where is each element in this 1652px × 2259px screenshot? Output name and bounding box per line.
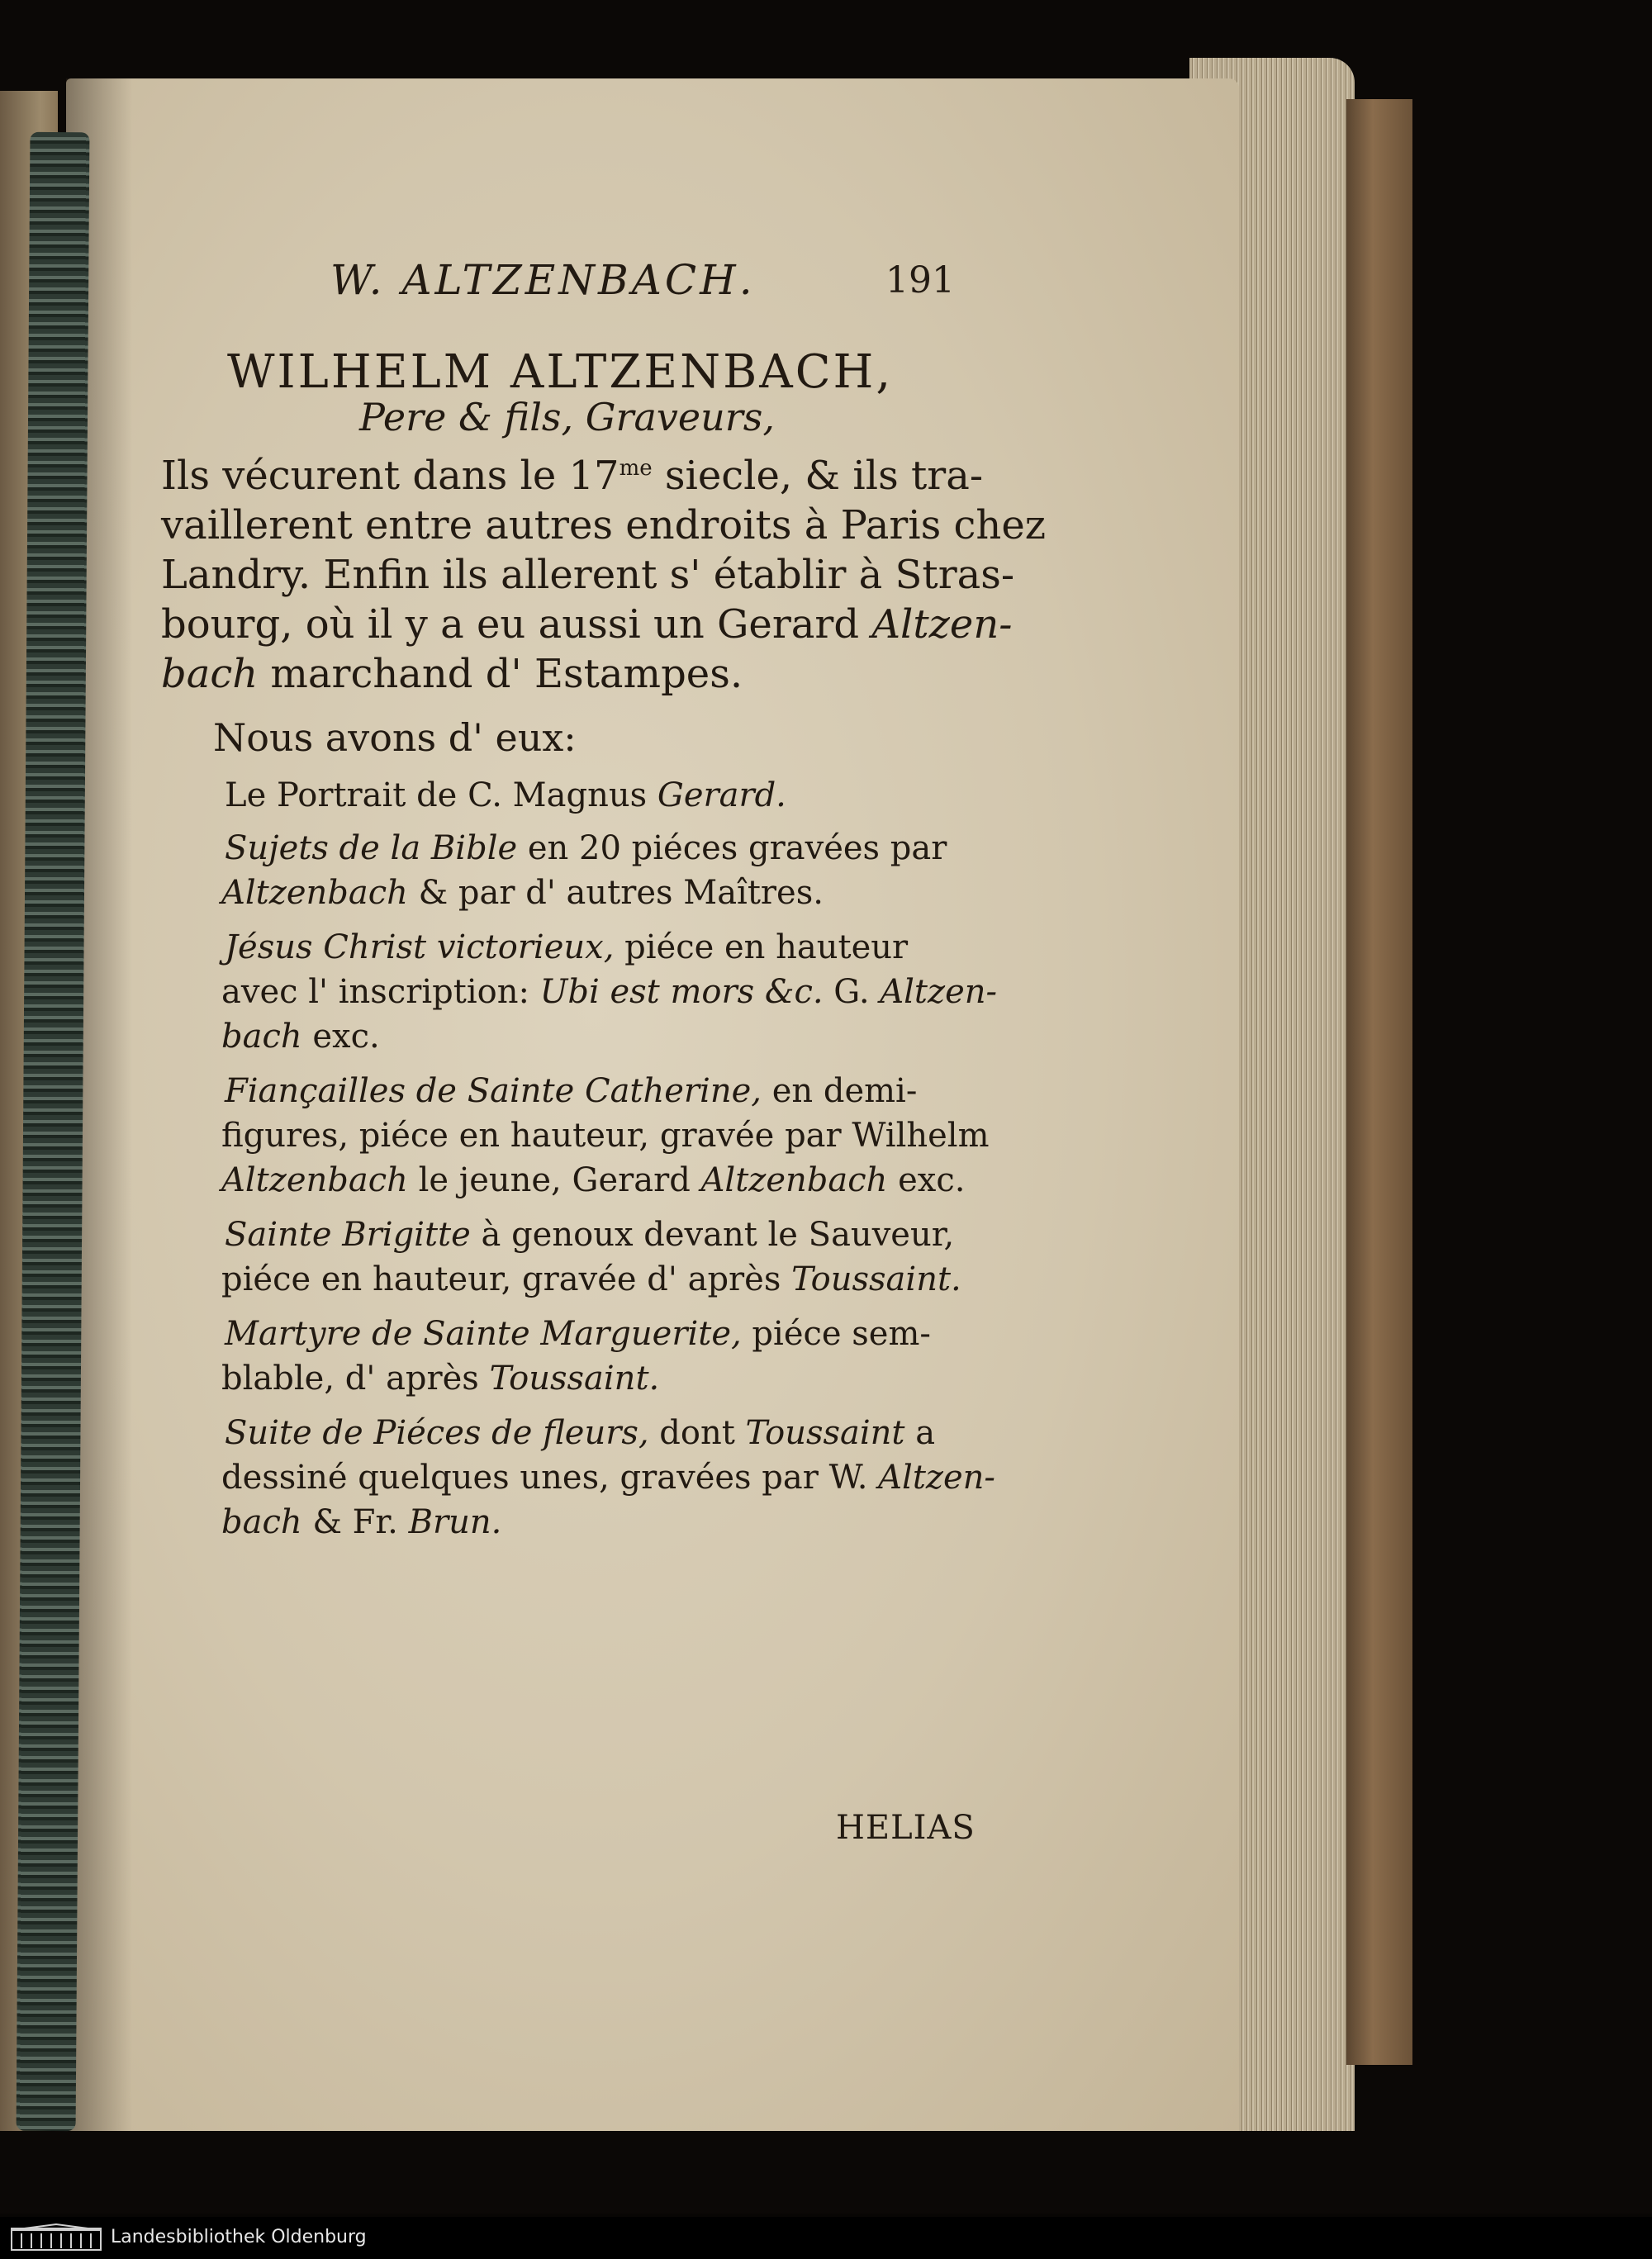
library-name: Landesbibliothek Oldenburg [111, 2227, 367, 2247]
list-item: Fiançailles de Sainte Catherine, en demi- [225, 1072, 918, 1110]
list-item: Jésus Christ victorieux, piéce en hauteur [225, 928, 909, 966]
entry-title: WILHELM ALTZENBACH, [227, 345, 894, 399]
list-item-cont: Altzenbach le jeune, Gerard Altzenbach exc. [221, 1161, 966, 1199]
list-item-cont: figures, piéce en hauteur, gravée par Wilhelm [221, 1117, 990, 1155]
catchword: HELIAS [836, 1809, 976, 1847]
paragraph-line: vaillerent entre autres endroits à Paris chez [161, 502, 1047, 548]
library-building-icon [10, 2223, 102, 2253]
list-item: Le Portrait de C. Magnus Gerard. [225, 776, 786, 814]
paragraph-line: Landry. Enfin ils allerent s' établir à Stras- [161, 552, 1015, 598]
page-number: 191 [885, 259, 955, 301]
list-item-cont: bach & Fr. Brun. [221, 1503, 502, 1541]
list-item: Sujets de la Bible en 20 piéces gravées par [225, 829, 947, 867]
paragraph-line: bourg, où il y a eu aussi un Gerard Altzen- [161, 601, 1013, 648]
list-item: Martyre de Sainte Marguerite, piéce sem- [225, 1315, 931, 1353]
book-cover-edge [1346, 99, 1412, 2065]
list-item: Suite de Piéces de fleurs, dont Toussaint a [225, 1414, 936, 1452]
list-item-cont: piéce en hauteur, gravée d' après Toussaint. [221, 1260, 961, 1298]
list-item-cont: bach exc. [221, 1018, 380, 1056]
paragraph-line: bach marchand d' Estampes. [161, 651, 743, 697]
list-item: Sainte Brigitte à genoux devant le Sauveur, [225, 1216, 955, 1254]
entry-subtitle: Pere & fils, Graveurs, [359, 395, 775, 439]
list-item-cont: blable, d' après Toussaint. [221, 1360, 660, 1398]
list-item-cont: Altzenbach & par d' autres Maîtres. [221, 874, 824, 912]
running-head: W. ALTZENBACH. [330, 256, 756, 304]
paragraph-line: Ils vécurent dans le $17^{me}$ siecle, & ils tra- [161, 453, 984, 499]
list-intro: Nous avons d' eux: [213, 715, 577, 760]
list-item-cont: dessiné quelques unes, gravées par W. Altzen- [221, 1459, 995, 1497]
list-item-cont: avec l' inscription: Ubi est mors &c. G. Altzen- [221, 973, 998, 1011]
